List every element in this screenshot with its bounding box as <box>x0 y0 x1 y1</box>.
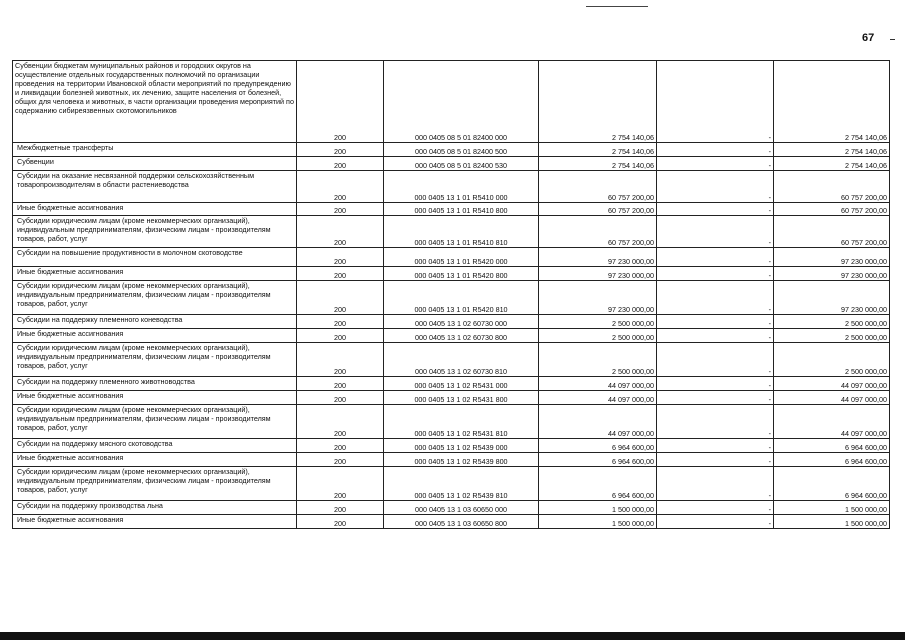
row-amount: 2 500 000,00 <box>539 343 657 377</box>
row-amount: 97 230 000,00 <box>539 248 657 267</box>
row-total: 60 757 200,00 <box>774 216 890 248</box>
table-row <box>13 515 890 529</box>
row-budget-code: 000 0405 08 5 01 82400 000 <box>384 61 539 143</box>
row-change: - <box>657 377 774 391</box>
row-change: - <box>657 329 774 343</box>
row-amount: 44 097 000,00 <box>539 391 657 405</box>
row-amount: 60 757 200,00 <box>539 171 657 203</box>
row-change: - <box>657 216 774 248</box>
row-budget-code: 000 0405 08 5 01 82400 530 <box>384 157 539 171</box>
row-name: Иные бюджетные ассигнования <box>13 329 297 343</box>
row-admin-code: 200 <box>297 405 384 439</box>
row-admin-code: 200 <box>297 61 384 143</box>
row-change: - <box>657 343 774 377</box>
row-admin-code: 200 <box>297 515 384 529</box>
row-total: 97 230 000,00 <box>774 248 890 267</box>
table-row <box>13 157 890 171</box>
margin-mark <box>890 39 895 40</box>
row-admin-code: 200 <box>297 501 384 515</box>
table-row <box>13 203 890 216</box>
row-total: 2 500 000,00 <box>774 343 890 377</box>
row-budget-code: 000 0405 13 1 01 R5410 000 <box>384 171 539 203</box>
row-admin-code: 200 <box>297 216 384 248</box>
row-budget-code: 000 0405 13 1 01 R5410 810 <box>384 216 539 248</box>
row-budget-code: 000 0405 13 1 01 R5420 810 <box>384 281 539 315</box>
row-admin-code: 200 <box>297 467 384 501</box>
row-budget-code: 000 0405 13 1 02 R5439 800 <box>384 453 539 467</box>
row-admin-code: 200 <box>297 439 384 453</box>
row-total: 60 757 200,00 <box>774 203 890 216</box>
row-change: - <box>657 439 774 453</box>
row-amount: 1 500 000,00 <box>539 501 657 515</box>
row-change: - <box>657 315 774 329</box>
row-change: - <box>657 143 774 157</box>
row-total: 6 964 600,00 <box>774 467 890 501</box>
row-total: 2 754 140,06 <box>774 61 890 143</box>
row-total: 6 964 600,00 <box>774 439 890 453</box>
row-admin-code: 200 <box>297 203 384 216</box>
row-budget-code: 000 0405 13 1 02 R5431 000 <box>384 377 539 391</box>
row-total: 44 097 000,00 <box>774 391 890 405</box>
budget-table <box>12 60 890 529</box>
table-row <box>13 501 890 515</box>
scan-bottom-edge <box>0 632 905 640</box>
table-row <box>13 329 890 343</box>
table-row <box>13 61 890 143</box>
row-budget-code: 000 0405 13 1 02 60730 810 <box>384 343 539 377</box>
row-admin-code: 200 <box>297 267 384 281</box>
row-amount: 60 757 200,00 <box>539 203 657 216</box>
row-total: 2 500 000,00 <box>774 329 890 343</box>
row-total: 60 757 200,00 <box>774 171 890 203</box>
row-total: 2 500 000,00 <box>774 315 890 329</box>
table-row <box>13 343 890 377</box>
row-change: - <box>657 157 774 171</box>
row-change: - <box>657 405 774 439</box>
row-budget-code: 000 0405 13 1 01 R5420 000 <box>384 248 539 267</box>
row-total: 44 097 000,00 <box>774 377 890 391</box>
row-budget-code: 000 0405 13 1 02 R5431 800 <box>384 391 539 405</box>
row-budget-code: 000 0405 13 1 01 R5420 800 <box>384 267 539 281</box>
row-change: - <box>657 203 774 216</box>
row-name: Субсидии на поддержку племенного животноводства <box>13 377 297 391</box>
row-name: Субсидии юридическим лицам (кроме некоммерческих организаций), индивидуальным предпринимателям, физическим лицам - производителям товаров, работ, услуг <box>13 405 297 439</box>
row-amount: 97 230 000,00 <box>539 267 657 281</box>
row-change: - <box>657 267 774 281</box>
row-budget-code: 000 0405 13 1 03 60650 000 <box>384 501 539 515</box>
row-total: 97 230 000,00 <box>774 281 890 315</box>
table-row <box>13 391 890 405</box>
row-admin-code: 200 <box>297 315 384 329</box>
row-total: 44 097 000,00 <box>774 405 890 439</box>
row-total: 2 754 140,06 <box>774 143 890 157</box>
row-name: Иные бюджетные ассигнования <box>13 267 297 281</box>
row-change: - <box>657 171 774 203</box>
row-budget-code: 000 0405 13 1 02 60730 000 <box>384 315 539 329</box>
row-amount: 44 097 000,00 <box>539 405 657 439</box>
row-name: Субсидии на поддержку племенного коневодства <box>13 315 297 329</box>
row-name: Субвенции бюджетам муниципальных районов и городских округов на осуществление отдельных государственных полномочий по организации проведения на территории Ивановской области мероприятий по предупреждению и ликвидации болезней животных, их лечению, защите населения от болезней, общих для человека и животных, в части организации проведения мероприятий по содержанию сибиреязвенных скотомогильников <box>13 61 297 143</box>
row-name: Иные бюджетные ассигнования <box>13 391 297 405</box>
row-change: - <box>657 515 774 529</box>
row-change: - <box>657 453 774 467</box>
row-name: Субсидии на оказание несвязанной поддержки сельскохозяйственным товаропроизводителям в области растениеводства <box>13 171 297 203</box>
row-total: 97 230 000,00 <box>774 267 890 281</box>
table-row <box>13 171 890 203</box>
row-amount: 2 754 140,06 <box>539 143 657 157</box>
table-row <box>13 439 890 453</box>
row-budget-code: 000 0405 13 1 03 60650 800 <box>384 515 539 529</box>
row-amount: 6 964 600,00 <box>539 453 657 467</box>
row-budget-code: 000 0405 13 1 01 R5410 800 <box>384 203 539 216</box>
row-admin-code: 200 <box>297 248 384 267</box>
row-amount: 2 754 140,06 <box>539 61 657 143</box>
row-name: Субсидии юридическим лицам (кроме некоммерческих организаций), индивидуальным предпринимателям, физическим лицам - производителям товаров, работ, услуг <box>13 216 297 248</box>
row-amount: 2 500 000,00 <box>539 329 657 343</box>
table-row <box>13 267 890 281</box>
row-admin-code: 200 <box>297 343 384 377</box>
header-rule <box>586 6 648 7</box>
row-budget-code: 000 0405 13 1 02 R5431 810 <box>384 405 539 439</box>
row-amount: 1 500 000,00 <box>539 515 657 529</box>
row-name: Иные бюджетные ассигнования <box>13 515 297 529</box>
row-total: 2 754 140,06 <box>774 157 890 171</box>
row-amount: 97 230 000,00 <box>539 281 657 315</box>
row-amount: 2 754 140,06 <box>539 157 657 171</box>
table-row <box>13 453 890 467</box>
table-row <box>13 216 890 248</box>
row-admin-code: 200 <box>297 157 384 171</box>
row-name: Субсидии на поддержку производства льна <box>13 501 297 515</box>
row-name: Субсидии на повышение продуктивности в молочном скотоводстве <box>13 248 297 267</box>
table-row <box>13 405 890 439</box>
table-row <box>13 248 890 267</box>
row-budget-code: 000 0405 13 1 02 R5439 810 <box>384 467 539 501</box>
table-row <box>13 467 890 501</box>
row-name: Субсидии юридическим лицам (кроме некоммерческих организаций), индивидуальным предпринимателям, физическим лицам - производителям товаров, работ, услуг <box>13 343 297 377</box>
row-name: Субсидии юридическим лицам (кроме некоммерческих организаций), индивидуальным предпринимателям, физическим лицам - производителям товаров, работ, услуг <box>13 467 297 501</box>
row-change: - <box>657 501 774 515</box>
row-amount: 6 964 600,00 <box>539 467 657 501</box>
row-name: Иные бюджетные ассигнования <box>13 453 297 467</box>
row-name: Субсидии на поддержку мясного скотоводства <box>13 439 297 453</box>
row-amount: 60 757 200,00 <box>539 216 657 248</box>
row-admin-code: 200 <box>297 391 384 405</box>
row-change: - <box>657 391 774 405</box>
row-amount: 44 097 000,00 <box>539 377 657 391</box>
row-admin-code: 200 <box>297 453 384 467</box>
row-name: Субсидии юридическим лицам (кроме некоммерческих организаций), индивидуальным предпринимателям, физическим лицам - производителям товаров, работ, услуг <box>13 281 297 315</box>
row-change: - <box>657 467 774 501</box>
row-admin-code: 200 <box>297 281 384 315</box>
row-total: 6 964 600,00 <box>774 453 890 467</box>
row-admin-code: 200 <box>297 171 384 203</box>
row-change: - <box>657 281 774 315</box>
row-total: 1 500 000,00 <box>774 501 890 515</box>
row-change: - <box>657 61 774 143</box>
row-admin-code: 200 <box>297 329 384 343</box>
row-amount: 2 500 000,00 <box>539 315 657 329</box>
table-row <box>13 315 890 329</box>
row-name: Субвенции <box>13 157 297 171</box>
row-admin-code: 200 <box>297 143 384 157</box>
page-number: 67 <box>862 32 875 44</box>
table-row <box>13 377 890 391</box>
row-admin-code: 200 <box>297 377 384 391</box>
row-budget-code: 000 0405 08 5 01 82400 500 <box>384 143 539 157</box>
row-name: Иные бюджетные ассигнования <box>13 203 297 216</box>
row-total: 1 500 000,00 <box>774 515 890 529</box>
table-row <box>13 143 890 157</box>
row-change: - <box>657 248 774 267</box>
row-budget-code: 000 0405 13 1 02 60730 800 <box>384 329 539 343</box>
row-budget-code: 000 0405 13 1 02 R5439 000 <box>384 439 539 453</box>
table-row <box>13 281 890 315</box>
row-amount: 6 964 600,00 <box>539 439 657 453</box>
row-name: Межбюджетные трансферты <box>13 143 297 157</box>
